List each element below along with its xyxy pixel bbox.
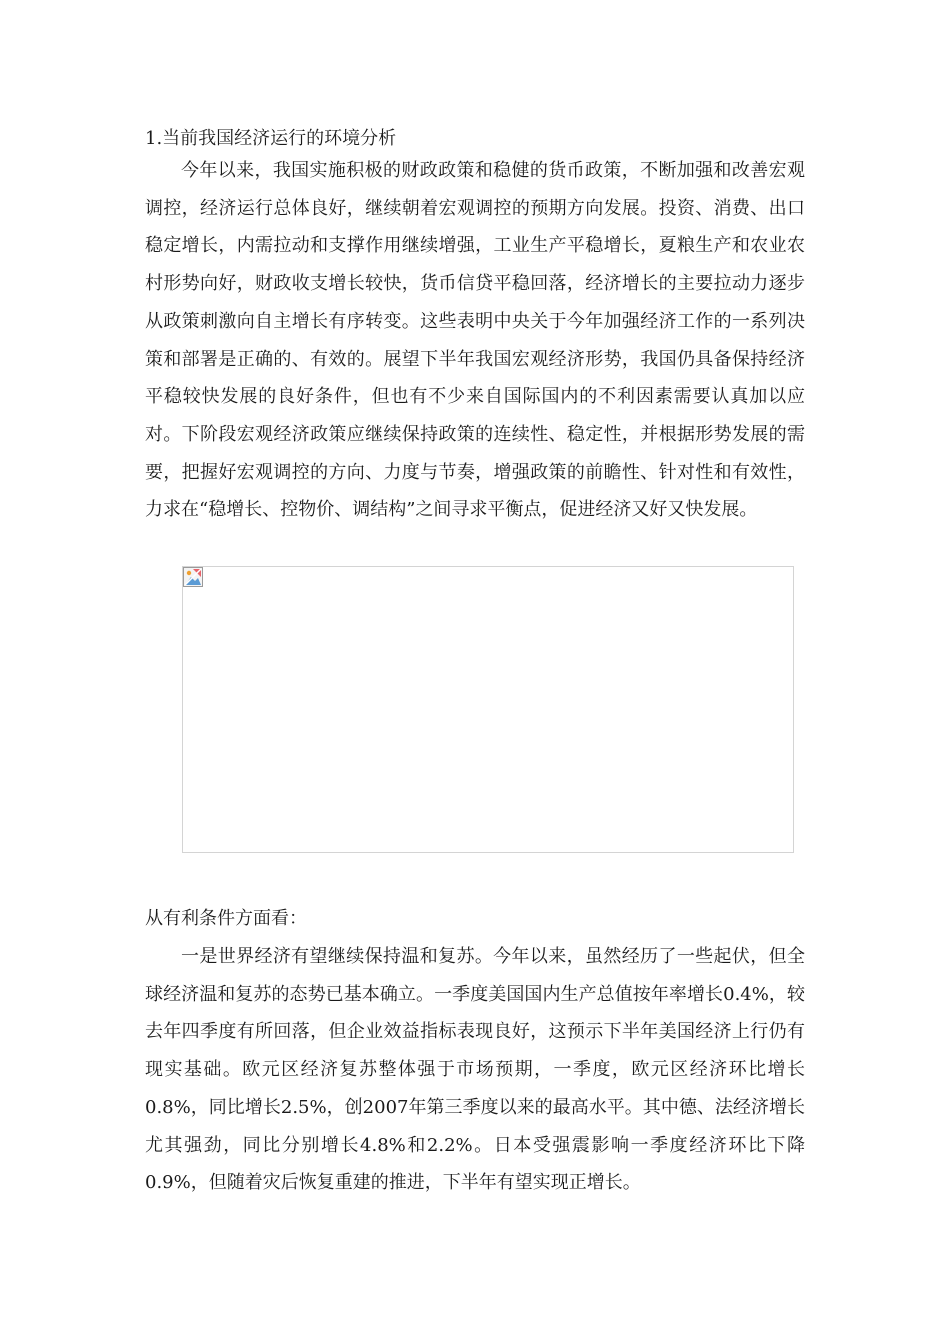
subheading-favorable-conditions: 从有利条件方面看： [145, 908, 307, 929]
broken-image-icon [183, 567, 203, 587]
paragraph-intro: 今年以来，我国实施积极的财政政策和稳健的货币政策，不断加强和改善宏观调控，经济运行总体良好，继续朝着宏观调控的预期方向发展。投资、消费、出口稳定增长，内需拉动和支撑作用继续增强，工业生产平稳增长，夏粮生产和农业农村形势向好，财政收支增长较快，货币信贷平稳回落，经济增长的主要拉动力逐步从政策刺激向自主增长有序转变。这些表明中央关于今年加强经济工作的一系列决策和部署是正确的、有效的。展望下半年我国宏观经济形势，我国仍具备保持经济平稳较快发展的良好条件，但也有不少来自国际国内的不利因素需要认真加以应对。下阶段宏观经济政策应继续保持政策的连续性、稳定性，并根据形势发展的需要，把握好宏观调控的方向、力度与节奏，增强政策的前瞻性、针对性和有效性，力求在“稳增长、控物价、调结构”之间寻求平衡点，促进经济又好又快发展。 [145, 160, 805, 521]
embedded-image-placeholder [182, 566, 794, 853]
paragraph-world-economy: 一是世界经济有望继续保持温和复苏。今年以来，虽然经历了一些起伏，但全球经济温和复苏的态势已基本确立。一季度美国国内生产总值按年率增长0.4%，较去年四季度有所回落，但企业效益指标表现良好，这预示下半年美国经济上行仍有现实基础。欧元区经济复苏整体强于市场预期，一季度，欧元区经济环比增长0.8%，同比增长2.5%，创2007年第三季度以来的最高水平。其中德、法经济增长尤其强劲，同比分别增长4.8%和2.2%。日本受强震影响一季度经济环比下降0.9%，但随着灾后恢复重建的推进，下半年有望实现正增长。 [145, 946, 805, 1194]
section-heading: 1.当前我国经济运行的环境分析 [145, 128, 397, 149]
